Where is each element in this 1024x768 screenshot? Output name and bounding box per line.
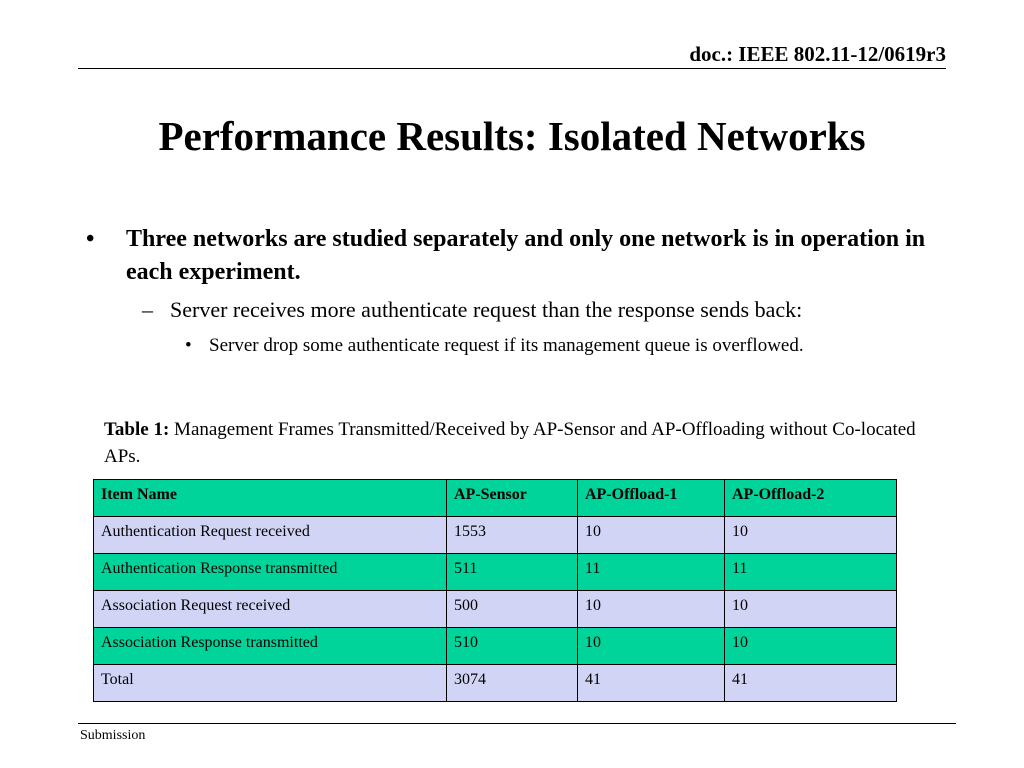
- table-cell: 41: [578, 665, 725, 702]
- header-divider: [78, 68, 946, 69]
- bullet-marker: –: [142, 297, 153, 322]
- table-cell: Authentication Response transmitted: [94, 554, 447, 591]
- bullet-text: Server drop some authenticate request if its management queue is overflowed.: [209, 335, 804, 356]
- management-frames-table: [93, 479, 897, 702]
- bullet-text: Three networks are studied separately and only one network is in operation in each experiment.: [126, 226, 926, 285]
- table-cell: 41: [725, 665, 897, 702]
- table-cell: 11: [578, 554, 725, 591]
- table-cell: Association Request received: [94, 591, 447, 628]
- footer-divider: [78, 723, 956, 724]
- caption-label: Table 1:: [104, 419, 170, 440]
- table-row: [94, 517, 897, 554]
- table-row-total: [94, 665, 897, 702]
- table-cell: Authentication Request received: [94, 517, 447, 554]
- table-cell: 1553: [447, 517, 578, 554]
- table-row: [94, 554, 897, 591]
- bullet-level-1: [86, 223, 936, 289]
- table-cell: 10: [725, 517, 897, 554]
- table-cell: 3074: [447, 665, 578, 702]
- table-cell: 511: [447, 554, 578, 591]
- header-cell-item-name: Item Name: [94, 480, 447, 517]
- header-cell-ap-offload-1: AP-Offload-1: [578, 480, 725, 517]
- slide-title: Performance Results: Isolated Networks: [158, 113, 866, 159]
- header-cell-ap-offload-2: AP-Offload-2: [725, 480, 897, 517]
- caption-text: Management Frames Transmitted/Received by AP-Sensor and AP-Offloading without Co-located APs.: [104, 419, 916, 467]
- table-cell: 10: [578, 517, 725, 554]
- table-cell: 11: [725, 554, 897, 591]
- table-header-row: [94, 480, 897, 517]
- table-cell: 10: [725, 591, 897, 628]
- document-id: doc.: IEEE 802.11-12/0619r3: [689, 42, 946, 66]
- table-cell: 500: [447, 591, 578, 628]
- table-cell: 10: [578, 591, 725, 628]
- table-cell: 510: [447, 628, 578, 665]
- table-cell: 10: [578, 628, 725, 665]
- bullet-level-3: [185, 333, 985, 359]
- table-cell: 10: [725, 628, 897, 665]
- footer-label: Submission: [80, 728, 146, 743]
- table-cell: Total: [94, 665, 447, 702]
- bullet-marker: •: [185, 335, 192, 356]
- table-row: [94, 628, 897, 665]
- bullet-marker: •: [86, 226, 95, 252]
- bullet-level-2: [142, 296, 942, 324]
- table-cell: Association Response transmitted: [94, 628, 447, 665]
- table-row: [94, 591, 897, 628]
- table-caption: [104, 416, 924, 470]
- bullet-text: Server receives more authenticate request than the response sends back:: [170, 297, 803, 322]
- header-cell-ap-sensor: AP-Sensor: [447, 480, 578, 517]
